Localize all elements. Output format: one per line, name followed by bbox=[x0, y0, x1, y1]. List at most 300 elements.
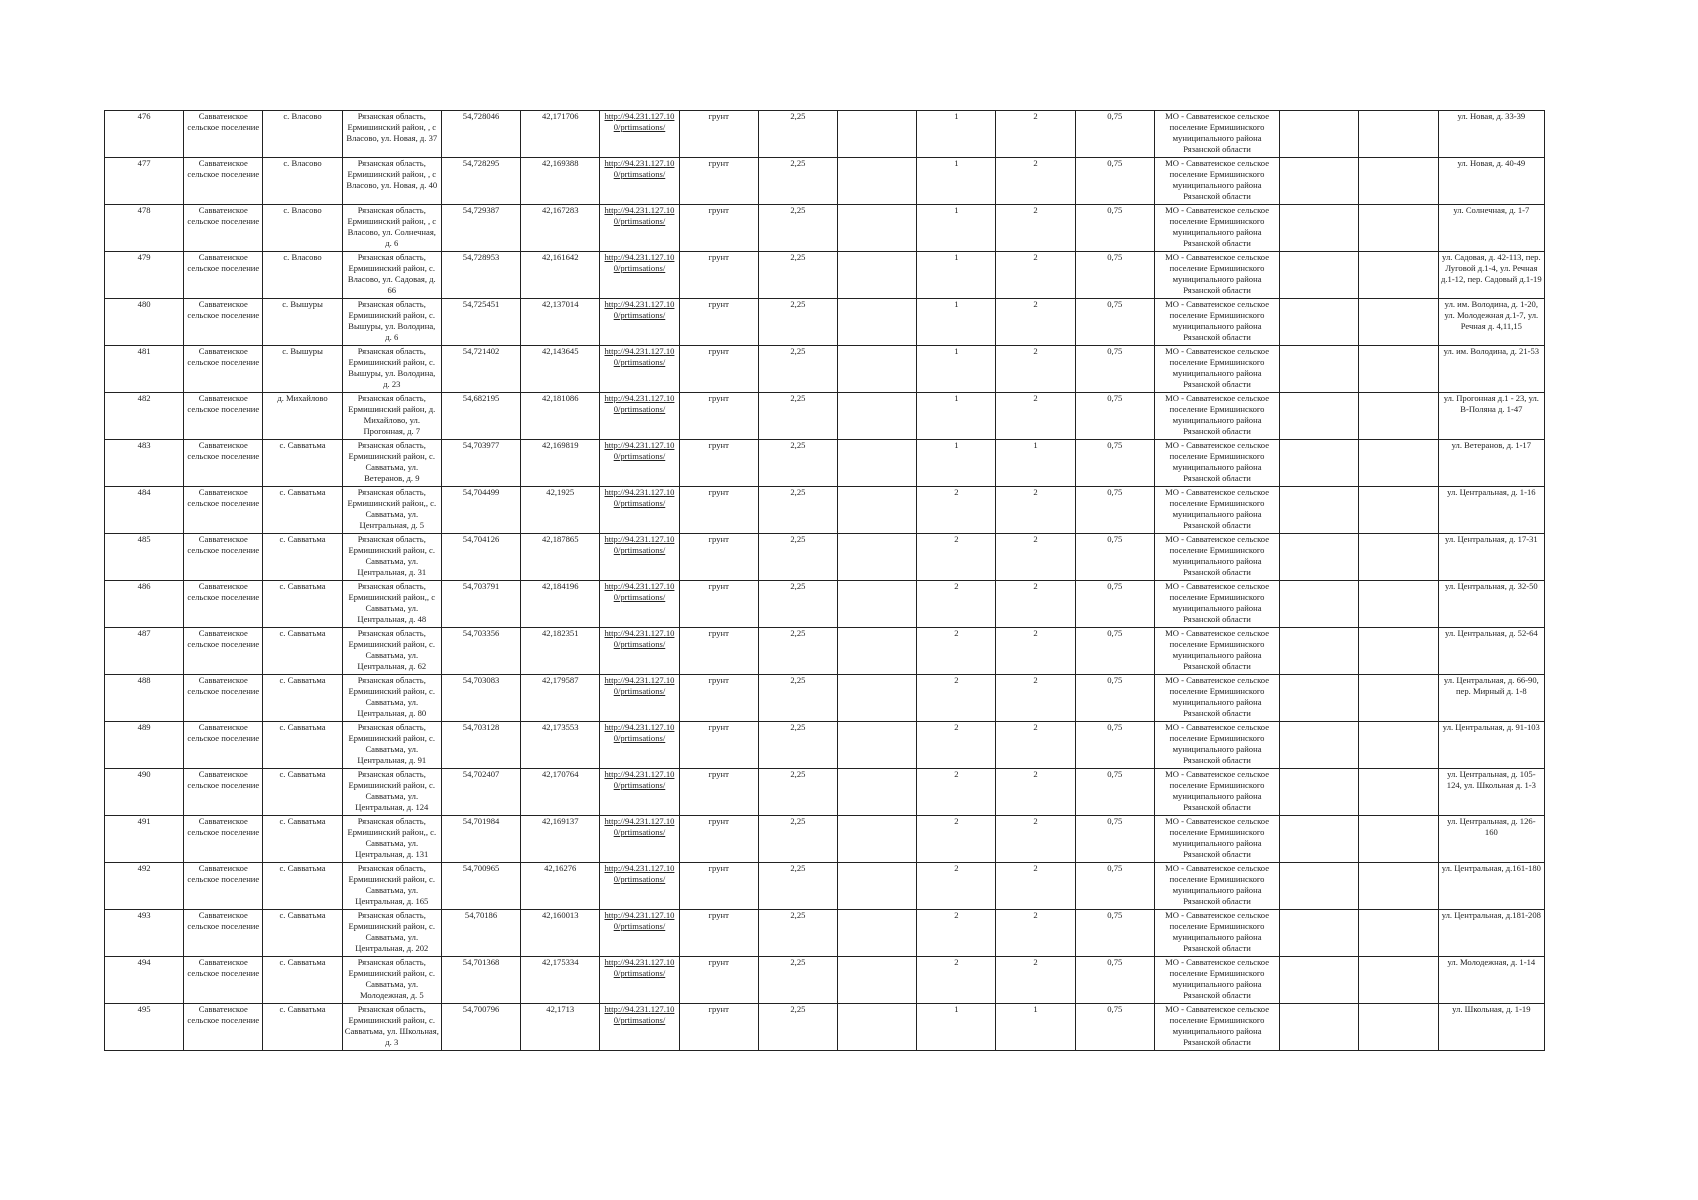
empty-cell bbox=[1280, 769, 1359, 816]
table-row bbox=[105, 863, 1545, 910]
address-cell: Рязанская область, Ермишинский район, с. Савватьма, ул. Центральная, д. 80 bbox=[342, 675, 441, 722]
area-cell: 2,25 bbox=[758, 487, 837, 534]
longitude-cell: 42,167283 bbox=[521, 205, 600, 252]
address-cell: Рязанская область, Ермишинский район,, с. Савватьма, ул. Центральная, д. 5 bbox=[342, 487, 441, 534]
map-link-path[interactable]: 0/prtimsations/ bbox=[613, 1015, 666, 1025]
map-link-path[interactable]: 0/prtimsations/ bbox=[613, 780, 666, 790]
area-cell: 2,25 bbox=[758, 252, 837, 299]
link-cell[interactable] bbox=[600, 534, 679, 581]
link-cell[interactable] bbox=[600, 628, 679, 675]
address-cell: Рязанская область, Ермишинский район, , с Власово, ул. Новая, д. 40 bbox=[342, 158, 441, 205]
latitude-cell: 54,728953 bbox=[441, 252, 520, 299]
longitude-cell: 42,169388 bbox=[521, 158, 600, 205]
containers-planned-cell: 2 bbox=[996, 158, 1075, 205]
map-link[interactable]: http://94.231.127.10 bbox=[604, 675, 675, 685]
row-number-cell: 482 bbox=[105, 393, 184, 440]
volume-cell: 0,75 bbox=[1075, 534, 1154, 581]
row-number-cell: 478 bbox=[105, 205, 184, 252]
empty-cell bbox=[1359, 1004, 1438, 1051]
latitude-cell: 54,704126 bbox=[441, 534, 520, 581]
source-cell: ул. Центральная, д. 105-124, ул. Школьная д. 1-3 bbox=[1438, 769, 1544, 816]
link-cell[interactable] bbox=[600, 205, 679, 252]
link-cell[interactable] bbox=[600, 722, 679, 769]
area-cell: 2,25 bbox=[758, 910, 837, 957]
address-cell: Рязанская область, Ермишинский район, , с Власово, ул. Солнечная, д. 6 bbox=[342, 205, 441, 252]
source-cell: ул. Школьная, д. 1-19 bbox=[1438, 1004, 1544, 1051]
empty-cell bbox=[838, 722, 917, 769]
map-link-path[interactable]: 0/prtimsations/ bbox=[613, 263, 666, 273]
surface-cell: грунт bbox=[679, 111, 758, 158]
longitude-cell: 42,187865 bbox=[521, 534, 600, 581]
owner-cell: МО - Савватеиское сельское поселение Ермишинского муниципального района Рязанской области bbox=[1154, 393, 1279, 440]
empty-cell bbox=[1359, 957, 1438, 1004]
source-cell: ул. Солнечная, д. 1-7 bbox=[1438, 205, 1544, 252]
address-cell: Рязанская область, Ермишинский район, с. Савватьма, ул. Центральная, д. 202 bbox=[342, 910, 441, 957]
address-cell: Рязанская область, Ермишинский район, с. Савватьма, ул. Молодежная, д. 5 bbox=[342, 957, 441, 1004]
latitude-cell: 54,703083 bbox=[441, 675, 520, 722]
volume-cell: 0,75 bbox=[1075, 158, 1154, 205]
map-link[interactable]: http://94.231.127.10 bbox=[604, 252, 675, 262]
area-cell: 2,25 bbox=[758, 346, 837, 393]
source-cell: ул. Центральная, д.181-208 bbox=[1438, 910, 1544, 957]
volume-cell: 0,75 bbox=[1075, 299, 1154, 346]
map-link-path[interactable]: 0/prtimsations/ bbox=[613, 639, 666, 649]
empty-cell bbox=[1280, 158, 1359, 205]
table-row bbox=[105, 1004, 1545, 1051]
surface-cell: грунт bbox=[679, 252, 758, 299]
link-cell[interactable] bbox=[600, 957, 679, 1004]
map-link[interactable]: http://94.231.127.10 bbox=[604, 769, 675, 779]
containers-planned-cell: 1 bbox=[996, 1004, 1075, 1051]
volume-cell: 0,75 bbox=[1075, 393, 1154, 440]
latitude-cell: 54,701368 bbox=[441, 957, 520, 1004]
owner-cell: МО - Савватеиское сельское поселение Ермишинского муниципального района Рязанской области bbox=[1154, 581, 1279, 628]
map-link-path[interactable]: 0/prtimsations/ bbox=[613, 592, 666, 602]
empty-cell bbox=[838, 863, 917, 910]
volume-cell: 0,75 bbox=[1075, 581, 1154, 628]
latitude-cell: 54,728046 bbox=[441, 111, 520, 158]
volume-cell: 0,75 bbox=[1075, 769, 1154, 816]
containers-planned-cell: 2 bbox=[996, 299, 1075, 346]
map-link-path[interactable]: 0/prtimsations/ bbox=[613, 498, 666, 508]
link-cell[interactable] bbox=[600, 299, 679, 346]
surface-cell: грунт bbox=[679, 393, 758, 440]
empty-cell bbox=[1280, 252, 1359, 299]
volume-cell: 0,75 bbox=[1075, 957, 1154, 1004]
address-cell: Рязанская область, Ермишинский район, с. Савватьма, ул. Ветеранов, д. 9 bbox=[342, 440, 441, 487]
settlement-cell: д. Михайлово bbox=[263, 393, 342, 440]
containers-planned-cell: 2 bbox=[996, 111, 1075, 158]
volume-cell: 0,75 bbox=[1075, 628, 1154, 675]
containers-count-cell: 2 bbox=[917, 675, 996, 722]
table-row bbox=[105, 299, 1545, 346]
table-row bbox=[105, 957, 1545, 1004]
map-link[interactable]: http://94.231.127.10 bbox=[604, 440, 675, 450]
address-cell: Рязанская область, Ермишинский район, с. Савватьма, ул. Центральная, д. 91 bbox=[342, 722, 441, 769]
address-cell: Рязанская область, Ермишинский район, , с Власово, ул. Новая, д. 37 bbox=[342, 111, 441, 158]
municipality-cell: Савватеиское сельское поселение bbox=[184, 393, 263, 440]
map-link[interactable]: http://94.231.127.10 bbox=[604, 111, 675, 121]
surface-cell: грунт bbox=[679, 675, 758, 722]
map-link-path[interactable]: 0/prtimsations/ bbox=[613, 733, 666, 743]
link-cell[interactable] bbox=[600, 910, 679, 957]
source-cell: ул. Центральная, д. 32-50 bbox=[1438, 581, 1544, 628]
area-cell: 2,25 bbox=[758, 675, 837, 722]
empty-cell bbox=[1280, 722, 1359, 769]
empty-cell bbox=[1280, 205, 1359, 252]
row-number-cell: 495 bbox=[105, 1004, 184, 1051]
map-link[interactable]: http://94.231.127.10 bbox=[604, 534, 675, 544]
area-cell: 2,25 bbox=[758, 534, 837, 581]
containers-count-cell: 2 bbox=[917, 816, 996, 863]
municipality-cell: Савватеиское сельское поселение bbox=[184, 111, 263, 158]
surface-cell: грунт bbox=[679, 816, 758, 863]
surface-cell: грунт bbox=[679, 863, 758, 910]
containers-count-cell: 1 bbox=[917, 111, 996, 158]
link-cell[interactable] bbox=[600, 158, 679, 205]
address-cell: Рязанская область, Ермишинский район, с. Вышуры, ул. Володина, д. 23 bbox=[342, 346, 441, 393]
containers-count-cell: 2 bbox=[917, 957, 996, 1004]
map-link-path[interactable]: 0/prtimsations/ bbox=[613, 827, 666, 837]
empty-cell bbox=[1280, 487, 1359, 534]
municipality-cell: Савватеиское сельское поселение bbox=[184, 722, 263, 769]
address-cell: Рязанская область, Ермишинский район, с. Вышуры, ул. Володина, д. 6 bbox=[342, 299, 441, 346]
settlement-cell: с. Савватьма bbox=[263, 863, 342, 910]
link-cell[interactable] bbox=[600, 393, 679, 440]
map-link[interactable]: http://94.231.127.10 bbox=[604, 628, 675, 638]
volume-cell: 0,75 bbox=[1075, 487, 1154, 534]
map-link[interactable]: http://94.231.127.10 bbox=[604, 722, 675, 732]
address-cell: Рязанская область, Ермишинский район, с. Савватьма, ул. Школьная, д. 3 bbox=[342, 1004, 441, 1051]
waste-sites-table bbox=[104, 110, 1545, 1051]
empty-cell bbox=[1280, 628, 1359, 675]
empty-cell bbox=[1359, 863, 1438, 910]
longitude-cell: 42,161642 bbox=[521, 252, 600, 299]
link-cell[interactable] bbox=[600, 487, 679, 534]
source-cell: ул. Центральная, д. 52-64 bbox=[1438, 628, 1544, 675]
latitude-cell: 54,728295 bbox=[441, 158, 520, 205]
owner-cell: МО - Савватеиское сельское поселение Ермишинского муниципального района Рязанской области bbox=[1154, 957, 1279, 1004]
containers-planned-cell: 2 bbox=[996, 252, 1075, 299]
area-cell: 2,25 bbox=[758, 722, 837, 769]
containers-count-cell: 1 bbox=[917, 299, 996, 346]
source-cell: ул. Новая, д. 33-39 bbox=[1438, 111, 1544, 158]
area-cell: 2,25 bbox=[758, 1004, 837, 1051]
empty-cell bbox=[838, 158, 917, 205]
settlement-cell: с. Савватьма bbox=[263, 675, 342, 722]
row-number-cell: 480 bbox=[105, 299, 184, 346]
empty-cell bbox=[1280, 957, 1359, 1004]
map-link-path[interactable]: 0/prtimsations/ bbox=[613, 921, 666, 931]
table-row bbox=[105, 393, 1545, 440]
address-cell: Рязанская область, Ермишинский район, с. Савватьма, ул. Центральная, д. 124 bbox=[342, 769, 441, 816]
owner-cell: МО - Савватеиское сельское поселение Ермишинского муниципального района Рязанской области bbox=[1154, 487, 1279, 534]
row-number-cell: 489 bbox=[105, 722, 184, 769]
link-cell[interactable] bbox=[600, 769, 679, 816]
municipality-cell: Савватеиское сельское поселение bbox=[184, 863, 263, 910]
latitude-cell: 54,700965 bbox=[441, 863, 520, 910]
owner-cell: МО - Савватеиское сельское поселение Ермишинского муниципального района Рязанской области bbox=[1154, 769, 1279, 816]
containers-planned-cell: 2 bbox=[996, 346, 1075, 393]
area-cell: 2,25 bbox=[758, 440, 837, 487]
map-link[interactable]: http://94.231.127.10 bbox=[604, 158, 675, 168]
row-number-cell: 481 bbox=[105, 346, 184, 393]
map-link[interactable]: http://94.231.127.10 bbox=[604, 393, 675, 403]
address-cell: Рязанская область, Ермишинский район, с. Савватьма, ул. Центральная, д. 31 bbox=[342, 534, 441, 581]
containers-planned-cell: 2 bbox=[996, 863, 1075, 910]
owner-cell: МО - Савватеиское сельское поселение Ермишинского муниципального района Рязанской области bbox=[1154, 628, 1279, 675]
empty-cell bbox=[1359, 628, 1438, 675]
map-link[interactable]: http://94.231.127.10 bbox=[604, 957, 675, 967]
settlement-cell: с. Савватьма bbox=[263, 628, 342, 675]
surface-cell: грунт bbox=[679, 1004, 758, 1051]
empty-cell bbox=[1359, 205, 1438, 252]
settlement-cell: с. Савватьма bbox=[263, 1004, 342, 1051]
map-link[interactable]: http://94.231.127.10 bbox=[604, 346, 675, 356]
municipality-cell: Савватеиское сельское поселение bbox=[184, 534, 263, 581]
address-cell: Рязанская область, Ермишинский район, д. Михайлово, ул. Прогонная, д. 7 bbox=[342, 393, 441, 440]
volume-cell: 0,75 bbox=[1075, 440, 1154, 487]
longitude-cell: 42,175334 bbox=[521, 957, 600, 1004]
owner-cell: МО - Савватеиское сельское поселение Ермишинского муниципального района Рязанской области bbox=[1154, 1004, 1279, 1051]
volume-cell: 0,75 bbox=[1075, 722, 1154, 769]
containers-count-cell: 2 bbox=[917, 534, 996, 581]
volume-cell: 0,75 bbox=[1075, 863, 1154, 910]
owner-cell: МО - Савватеиское сельское поселение Ермишинского муниципального района Рязанской области bbox=[1154, 158, 1279, 205]
empty-cell bbox=[1359, 816, 1438, 863]
volume-cell: 0,75 bbox=[1075, 252, 1154, 299]
municipality-cell: Савватеиское сельское поселение bbox=[184, 487, 263, 534]
empty-cell bbox=[838, 769, 917, 816]
municipality-cell: Савватеиское сельское поселение bbox=[184, 440, 263, 487]
settlement-cell: с. Савватьма bbox=[263, 581, 342, 628]
containers-planned-cell: 2 bbox=[996, 722, 1075, 769]
empty-cell bbox=[1280, 910, 1359, 957]
surface-cell: грунт bbox=[679, 722, 758, 769]
empty-cell bbox=[1359, 393, 1438, 440]
volume-cell: 0,75 bbox=[1075, 205, 1154, 252]
map-link[interactable]: http://94.231.127.10 bbox=[604, 863, 675, 873]
settlement-cell: с. Власово bbox=[263, 111, 342, 158]
containers-planned-cell: 2 bbox=[996, 628, 1075, 675]
table-row bbox=[105, 440, 1545, 487]
empty-cell bbox=[1359, 910, 1438, 957]
settlement-cell: с. Савватьма bbox=[263, 534, 342, 581]
municipality-cell: Савватеиское сельское поселение bbox=[184, 1004, 263, 1051]
map-link[interactable]: http://94.231.127.10 bbox=[604, 1004, 675, 1014]
link-cell[interactable] bbox=[600, 252, 679, 299]
row-number-cell: 479 bbox=[105, 252, 184, 299]
latitude-cell: 54,703977 bbox=[441, 440, 520, 487]
surface-cell: грунт bbox=[679, 628, 758, 675]
containers-count-cell: 1 bbox=[917, 158, 996, 205]
row-number-cell: 483 bbox=[105, 440, 184, 487]
map-link[interactable]: http://94.231.127.10 bbox=[604, 487, 675, 497]
map-link-path[interactable]: 0/prtimsations/ bbox=[613, 357, 666, 367]
containers-count-cell: 1 bbox=[917, 252, 996, 299]
empty-cell bbox=[1359, 158, 1438, 205]
table-row bbox=[105, 581, 1545, 628]
empty-cell bbox=[838, 205, 917, 252]
municipality-cell: Савватеиское сельское поселение bbox=[184, 628, 263, 675]
longitude-cell: 42,179587 bbox=[521, 675, 600, 722]
municipality-cell: Савватеиское сельское поселение bbox=[184, 910, 263, 957]
empty-cell bbox=[838, 487, 917, 534]
containers-count-cell: 2 bbox=[917, 581, 996, 628]
table-row bbox=[105, 252, 1545, 299]
containers-count-cell: 2 bbox=[917, 628, 996, 675]
row-number-cell: 487 bbox=[105, 628, 184, 675]
address-cell: Рязанская область, Ермишинский район,, с Савватьма, ул. Центральная, д. 48 bbox=[342, 581, 441, 628]
map-link-path[interactable]: 0/prtimsations/ bbox=[613, 216, 666, 226]
map-link-path[interactable]: 0/prtimsations/ bbox=[613, 545, 666, 555]
latitude-cell: 54,725451 bbox=[441, 299, 520, 346]
containers-planned-cell: 2 bbox=[996, 581, 1075, 628]
surface-cell: грунт bbox=[679, 581, 758, 628]
map-link-path[interactable]: 0/prtimsations/ bbox=[613, 874, 666, 884]
longitude-cell: 42,181086 bbox=[521, 393, 600, 440]
area-cell: 2,25 bbox=[758, 158, 837, 205]
empty-cell bbox=[1359, 769, 1438, 816]
empty-cell bbox=[1359, 675, 1438, 722]
municipality-cell: Савватеиское сельское поселение bbox=[184, 957, 263, 1004]
owner-cell: МО - Савватеиское сельское поселение Ермишинского муниципального района Рязанской области bbox=[1154, 205, 1279, 252]
latitude-cell: 54,702407 bbox=[441, 769, 520, 816]
empty-cell bbox=[838, 816, 917, 863]
settlement-cell: с. Вышуры bbox=[263, 299, 342, 346]
empty-cell bbox=[1280, 299, 1359, 346]
empty-cell bbox=[838, 440, 917, 487]
empty-cell bbox=[1359, 111, 1438, 158]
owner-cell: МО - Савватеиское сельское поселение Ермишинского муниципального района Рязанской области bbox=[1154, 346, 1279, 393]
settlement-cell: с. Власово bbox=[263, 252, 342, 299]
map-link-path[interactable]: 0/prtimsations/ bbox=[613, 686, 666, 696]
area-cell: 2,25 bbox=[758, 299, 837, 346]
owner-cell: МО - Савватеиское сельское поселение Ермишинского муниципального района Рязанской области bbox=[1154, 252, 1279, 299]
empty-cell bbox=[1359, 581, 1438, 628]
link-cell[interactable] bbox=[600, 1004, 679, 1051]
map-link-path[interactable]: 0/prtimsations/ bbox=[613, 169, 666, 179]
row-number-cell: 485 bbox=[105, 534, 184, 581]
containers-count-cell: 2 bbox=[917, 910, 996, 957]
settlement-cell: с. Савватьма bbox=[263, 440, 342, 487]
source-cell: ул. Центральная, д. 17-31 bbox=[1438, 534, 1544, 581]
table-row bbox=[105, 534, 1545, 581]
link-cell[interactable] bbox=[600, 816, 679, 863]
latitude-cell: 54,703128 bbox=[441, 722, 520, 769]
municipality-cell: Савватеиское сельское поселение bbox=[184, 346, 263, 393]
containers-count-cell: 2 bbox=[917, 487, 996, 534]
source-cell: ул. Прогонная д.1 - 23, ул. В-Поляна д. 1-47 bbox=[1438, 393, 1544, 440]
source-cell: ул. Садовая, д. 42-113, пер. Луговой д.1-4, ул. Речная д.1-12, пер. Садовый д.1-19 bbox=[1438, 252, 1544, 299]
link-cell[interactable] bbox=[600, 675, 679, 722]
surface-cell: грунт bbox=[679, 910, 758, 957]
owner-cell: МО - Савватеиское сельское поселение Ермишинского муниципального района Рязанской области bbox=[1154, 910, 1279, 957]
link-cell[interactable] bbox=[600, 440, 679, 487]
area-cell: 2,25 bbox=[758, 769, 837, 816]
settlement-cell: с. Савватьма bbox=[263, 487, 342, 534]
table-row bbox=[105, 675, 1545, 722]
empty-cell bbox=[1280, 581, 1359, 628]
map-link[interactable]: http://94.231.127.10 bbox=[604, 581, 675, 591]
municipality-cell: Савватеиское сельское поселение bbox=[184, 252, 263, 299]
longitude-cell: 42,1925 bbox=[521, 487, 600, 534]
map-link-path[interactable]: 0/prtimsations/ bbox=[613, 451, 666, 461]
surface-cell: грунт bbox=[679, 158, 758, 205]
table-row bbox=[105, 205, 1545, 252]
link-cell[interactable] bbox=[600, 863, 679, 910]
empty-cell bbox=[1280, 346, 1359, 393]
volume-cell: 0,75 bbox=[1075, 1004, 1154, 1051]
row-number-cell: 488 bbox=[105, 675, 184, 722]
map-link-path[interactable]: 0/prtimsations/ bbox=[613, 968, 666, 978]
empty-cell bbox=[838, 957, 917, 1004]
table-row bbox=[105, 346, 1545, 393]
area-cell: 2,25 bbox=[758, 581, 837, 628]
surface-cell: грунт bbox=[679, 769, 758, 816]
latitude-cell: 54,703356 bbox=[441, 628, 520, 675]
map-link[interactable]: http://94.231.127.10 bbox=[604, 816, 675, 826]
row-number-cell: 493 bbox=[105, 910, 184, 957]
address-cell: Рязанская область, Ермишинский район, с. Власово, ул. Садовая, д. 66 bbox=[342, 252, 441, 299]
longitude-cell: 42,169137 bbox=[521, 816, 600, 863]
area-cell: 2,25 bbox=[758, 205, 837, 252]
empty-cell bbox=[838, 111, 917, 158]
empty-cell bbox=[1280, 1004, 1359, 1051]
source-cell: ул. Центральная, д.161-180 bbox=[1438, 863, 1544, 910]
area-cell: 2,25 bbox=[758, 111, 837, 158]
municipality-cell: Савватеиское сельское поселение bbox=[184, 581, 263, 628]
link-cell[interactable] bbox=[600, 346, 679, 393]
table-row bbox=[105, 628, 1545, 675]
longitude-cell: 42,137014 bbox=[521, 299, 600, 346]
containers-count-cell: 1 bbox=[917, 1004, 996, 1051]
empty-cell bbox=[838, 299, 917, 346]
settlement-cell: с. Савватьма bbox=[263, 722, 342, 769]
containers-count-cell: 1 bbox=[917, 205, 996, 252]
map-link[interactable]: http://94.231.127.10 bbox=[604, 299, 675, 309]
map-link-path[interactable]: 0/prtimsations/ bbox=[613, 310, 666, 320]
table-row bbox=[105, 158, 1545, 205]
empty-cell bbox=[1280, 816, 1359, 863]
map-link[interactable]: http://94.231.127.10 bbox=[604, 205, 675, 215]
latitude-cell: 54,704499 bbox=[441, 487, 520, 534]
owner-cell: МО - Савватеиское сельское поселение Ермишинского муниципального района Рязанской области bbox=[1154, 863, 1279, 910]
owner-cell: МО - Савватеиское сельское поселение Ермишинского муниципального района Рязанской области bbox=[1154, 299, 1279, 346]
settlement-cell: с. Савватьма bbox=[263, 769, 342, 816]
containers-planned-cell: 2 bbox=[996, 534, 1075, 581]
table-row bbox=[105, 487, 1545, 534]
row-number-cell: 484 bbox=[105, 487, 184, 534]
empty-cell bbox=[1359, 299, 1438, 346]
longitude-cell: 42,1713 bbox=[521, 1004, 600, 1051]
empty-cell bbox=[1280, 393, 1359, 440]
map-link-path[interactable]: 0/prtimsations/ bbox=[613, 404, 666, 414]
area-cell: 2,25 bbox=[758, 393, 837, 440]
settlement-cell: с. Савватьма bbox=[263, 816, 342, 863]
row-number-cell: 476 bbox=[105, 111, 184, 158]
row-number-cell: 490 bbox=[105, 769, 184, 816]
map-link-path[interactable]: 0/prtimsations/ bbox=[613, 122, 666, 132]
link-cell[interactable] bbox=[600, 581, 679, 628]
empty-cell bbox=[1359, 346, 1438, 393]
map-link[interactable]: http://94.231.127.10 bbox=[604, 910, 675, 920]
link-cell[interactable] bbox=[600, 111, 679, 158]
containers-count-cell: 2 bbox=[917, 863, 996, 910]
table-row bbox=[105, 769, 1545, 816]
settlement-cell: с. Власово bbox=[263, 158, 342, 205]
volume-cell: 0,75 bbox=[1075, 675, 1154, 722]
